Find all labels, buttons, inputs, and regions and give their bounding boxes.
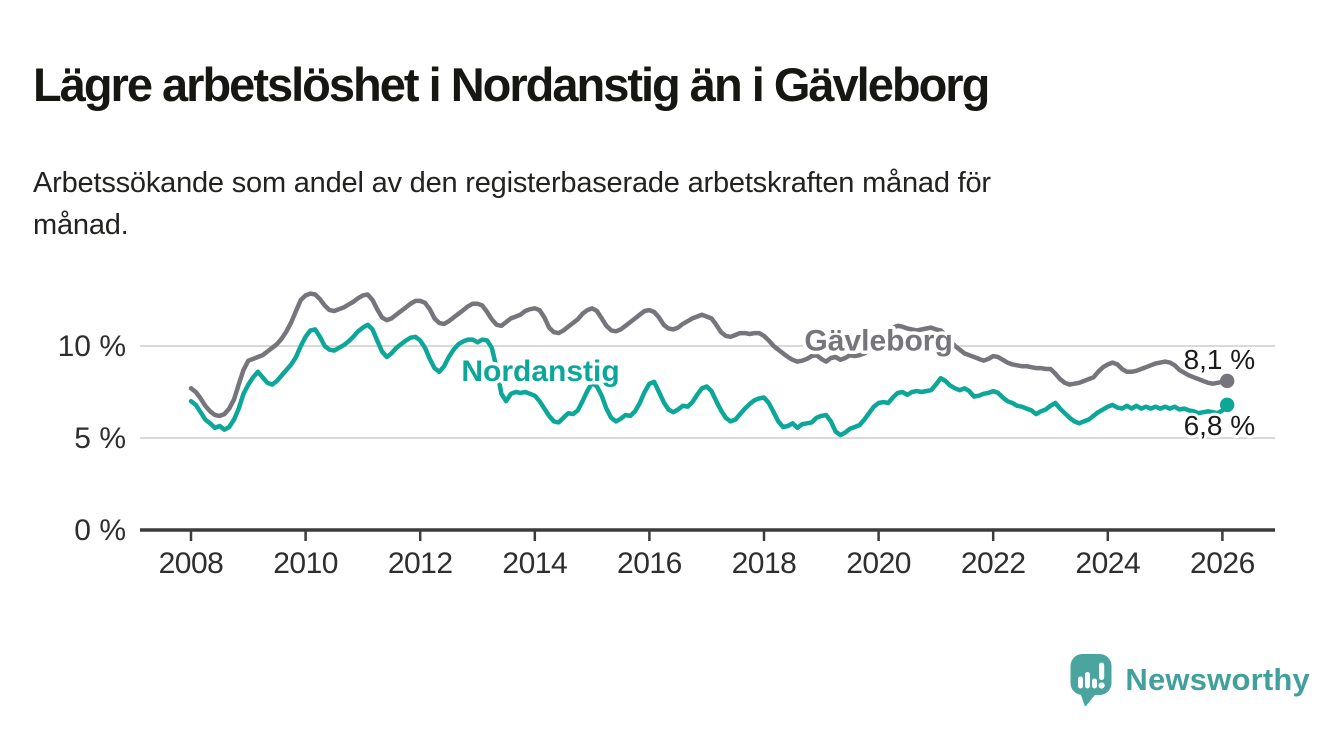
series-end-dot-gävleborg: [1220, 374, 1234, 388]
series-label-gävleborg: Gävleborg: [804, 324, 953, 358]
newsworthy-logo: [1068, 653, 1310, 706]
logo-exclamation-dot: [1099, 682, 1105, 688]
newsworthy-logo-icon: [1068, 653, 1114, 706]
logo-bar-1: [1078, 677, 1083, 689]
logo-bar-3: [1092, 679, 1097, 689]
x-axis-label-2024: 2024: [1075, 547, 1141, 580]
logo-bubble: [1071, 654, 1112, 695]
newsworthy-brand-name: Newsworthy: [1125, 661, 1310, 697]
logo-bubble-tail: [1081, 692, 1096, 705]
x-axis-label-2020: 2020: [846, 547, 911, 580]
x-axis-label-2014: 2014: [502, 547, 568, 580]
x-axis-label-2026: 2026: [1190, 547, 1255, 580]
logo-exclamation-stem: [1099, 663, 1104, 681]
x-axis-label-2016: 2016: [617, 547, 682, 580]
end-value-label-gävleborg: 8,1 %: [1183, 343, 1256, 375]
series-line-gävleborg: [191, 294, 1227, 416]
series-line-nordanstig: [191, 325, 1227, 435]
chart-area: [0, 250, 1340, 595]
unemployment-line-chart: [0, 250, 1340, 595]
y-axis-label-5: 5 %: [74, 422, 126, 455]
x-axis-label-2018: 2018: [731, 547, 797, 580]
x-axis-label-2008: 2008: [158, 547, 224, 580]
y-axis-label-10: 10 %: [57, 330, 126, 363]
chart-subtitle: [33, 162, 1263, 246]
chart-title: Lägre arbetslöshet i Nordanstig än i Gävleborg: [33, 58, 989, 112]
y-axis-label-0: 0 %: [74, 514, 126, 547]
series-label-nordanstig: Nordanstig: [461, 354, 620, 388]
x-axis-label-2022: 2022: [960, 547, 1026, 580]
chart-subtitle-line2: månad.: [33, 209, 129, 242]
chart-subtitle-line1: Arbetssökande som andel av den registerbaserade arbetskraften månad för: [33, 167, 991, 199]
x-axis-label-2010: 2010: [273, 547, 338, 580]
x-axis-label-2012: 2012: [387, 547, 453, 580]
end-value-label-nordanstig: 6,8 %: [1183, 409, 1256, 441]
logo-bar-2: [1085, 672, 1090, 689]
